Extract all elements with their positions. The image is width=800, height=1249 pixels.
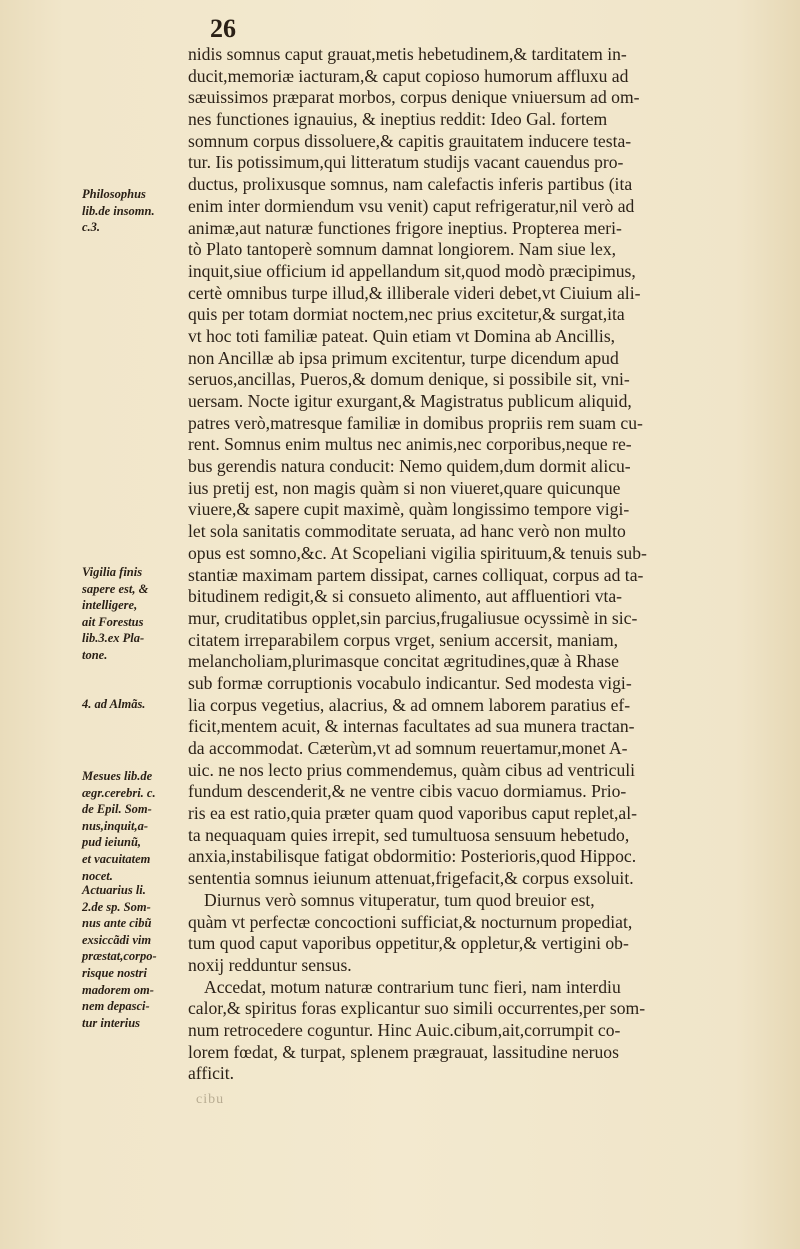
text-line: bus gerendis natura conducit: Nemo quidem,dum dormit alicu-	[188, 456, 631, 477]
margin-note-line: nus ante cibũ	[82, 916, 152, 931]
text-line: Accedat, motum naturæ contrarium tunc fieri, nam interdiu	[204, 976, 621, 997]
margin-note-line: pud ieiunũ,	[82, 835, 142, 850]
margin-note-almansor	[82, 696, 178, 713]
text-line: da accommodat. Cæterùm,vt ad somnum reuertamur,monet A-	[188, 738, 628, 758]
margin-note-line: tone.	[82, 647, 108, 662]
margin-note-line: nus,inquit,a-	[82, 818, 149, 833]
text-line: ta nequaquam quies irrepit, sed tumultuosa sensuum hebetudo,	[188, 824, 630, 845]
text-line: vt hoc toti familiæ pateat. Quin etiam vt Domina ab Ancillis,	[188, 325, 616, 346]
text-line: calor,& spiritus foras explicantur suo simili occurrentes,per som-	[188, 998, 646, 1019]
margin-note-line: risque nostri	[82, 965, 147, 980]
margin-note-line: Philosophus	[82, 187, 146, 201]
text-line: melancholiam,plurimasque concitat ægritudines,quæ à Rhase	[188, 651, 619, 672]
text-line: quis per totam dormiat noctem,nec prius excitetur,& surgat,ita	[188, 304, 625, 325]
text-line: bitudinem redigit,& si consueto alimento, aut affluentiori vta-	[188, 586, 623, 607]
text-line: lorem fœdat, & turpat, splenem prægrauat, lassitudine neruos	[188, 1041, 619, 1062]
text-line: tum quod caput vaporibus oppetitur,& oppletur,& vertigini ob-	[188, 933, 629, 954]
text-line: seruos,ancillas, Pueros,& domum denique, si possibile sit, vni-	[188, 369, 630, 390]
text-line: certè omnibus turpe illud,& illiberale videri debet,vt Ciuium ali-	[188, 282, 641, 303]
text-line: anxia,instabilisque fatigat obdormitio: Posterioris,quod Hippoc.	[188, 846, 637, 867]
margin-note-line: Actuarius li.	[82, 883, 146, 897]
text-line: noxij redduntur sensus.	[188, 954, 352, 975]
text-line: afficit.	[188, 1063, 235, 1084]
text-line: sæuissimos præparat morbos, corpus denique vniuersum ad om-	[188, 87, 640, 108]
margin-note-philosophus	[82, 186, 178, 236]
margin-note-line: exsiccãdi vim	[82, 932, 152, 947]
margin-note-line: ait Forestus	[82, 614, 144, 629]
text-line: fundum descenderit,& ne ventre cibis vacuo dormiamus. Prio-	[188, 781, 627, 802]
margin-note-line: Mesues lib.de	[82, 769, 153, 783]
margin-note-line: 2.de sp. Som-	[82, 899, 151, 914]
text-line: ius pretij est, non magis quàm si non viueret,quare quicunque	[188, 477, 621, 498]
text-line: uic. ne nos lecto prius commendemus, quàm cibus ad ventriculi	[188, 759, 636, 780]
margin-note-line: ægr.cerebri. c.	[82, 785, 156, 800]
margin-note-line: madorem om-	[82, 982, 154, 997]
margin-note-line: nem depasci-	[82, 999, 150, 1014]
page-number: 26	[210, 14, 236, 43]
text-line: num retrocedere coguntur. Hinc Auic.cibum,ait,corrumpit co-	[188, 1019, 621, 1040]
margin-note-line: lib.de insomn.	[82, 203, 155, 218]
text-line: opus est somno,&c. At Scopeliani vigilia spirituum,& tenuis sub-	[188, 542, 647, 563]
text-line: citatem irreparabilem corpus vrget, senium accersit, maniam,	[188, 629, 619, 650]
text-line: nes functiones ignauius, & ineptius reddit: Ideo Gal. fortem	[188, 109, 608, 130]
text-line: ducit,memoriæ iacturam,& caput copioso humorum affluxu ad	[188, 65, 629, 86]
catchword: cibu	[196, 1092, 225, 1107]
margin-note-line: Vigilia finis	[82, 565, 143, 579]
margin-note-line: nocet.	[82, 868, 113, 883]
margin-note-line: c.3.	[82, 220, 101, 235]
text-line: ficit,mentem acuit, & internas facultates ad sua munera tractan-	[188, 716, 635, 737]
text-line: let sola sanitatis commoditate seruata, ad hanc verò non multo	[188, 521, 626, 542]
text-line: ris ea est ratio,quia præter quam quod vaporibus caput replet,al-	[188, 803, 637, 824]
text-line: patres verò,matresque familiæ in domibus propriis rem suam cu-	[188, 412, 643, 433]
text-line: Diurnus verò somnus vituperatur, tum quod breuior est,	[204, 889, 595, 910]
text-line: ductus, prolixusque somnus, nam calefactis inferis partibus (ita	[188, 174, 633, 195]
text-line: somnum corpus dissoluere,& capitis grauitatem inducere testa-	[188, 130, 632, 151]
margin-note-line: et vacuitatem	[82, 851, 151, 866]
margin-note-vigilia	[82, 564, 178, 664]
margin-note-line: intelligere,	[82, 598, 138, 613]
margin-note-line: præstat,corpo-	[82, 949, 157, 964]
margin-note-mesues	[82, 768, 178, 884]
margin-note-line: sapere est, &	[82, 581, 149, 596]
text-line: quàm vt perfectæ concoctioni sufficiat,& nocturnum propediat,	[188, 911, 633, 932]
margin-note-line: lib.3.ex Pla-	[82, 631, 145, 646]
text-line: enim inter dormiendum vsu venit) caput refrigeratur,nil verò ad	[188, 195, 635, 216]
text-line: sub formæ corruptionis vocabulo indicantur. Sed modesta vigi-	[188, 672, 632, 693]
margin-note-line: de Epil. Som-	[82, 802, 152, 817]
text-line: stantiæ maximam partem dissipat, carnes colliquat, corpus ad ta-	[188, 564, 644, 585]
margin-note-line: 4. ad Almãs.	[82, 697, 146, 711]
text-line: sententia somnus ieiunum attenuat,frigefacit,& corpus exsoluit.	[188, 868, 634, 889]
text-line: uersam. Nocte igitur exurgant,& Magistratus publicum aliquid,	[188, 391, 632, 411]
text-line: non Ancillæ ab ipsa primum excitentur, turpe dicendum apud	[188, 347, 619, 368]
text-line: animæ,aut naturæ functiones frigore ineptius. Propterea meri-	[188, 217, 622, 238]
text-line: tur. Iis potissimum,qui litteratum studijs vacant cauendus pro-	[188, 152, 624, 173]
margin-note-actuarius	[82, 882, 178, 1031]
text-line: nidis somnus caput grauat,metis hebetudinem,& tarditatem in-	[188, 44, 627, 64]
text-line: tò Plato tantoperè somnum damnat longiorem. Nam siue lex,	[188, 239, 617, 260]
text-line: mur, cruditatibus opplet,sin parcius,frugaliusue ocyssimè in sic-	[188, 607, 638, 628]
margin-note-line: tur interius	[82, 1015, 141, 1030]
text-line: lia corpus vegetius, alacrius, & ad omnem laborem paratius ef-	[188, 694, 631, 715]
main-text-block	[188, 44, 748, 1085]
text-line: rent. Somnus enim multus nec animis,nec corporibus,neque re-	[188, 434, 632, 455]
text-line: inquit,siue officium id appellandum sit,quod modò præcipimus,	[188, 260, 636, 281]
text-line: viuere,& sapere cupit maximè, quàm longissimo tempore vigi-	[188, 499, 630, 520]
